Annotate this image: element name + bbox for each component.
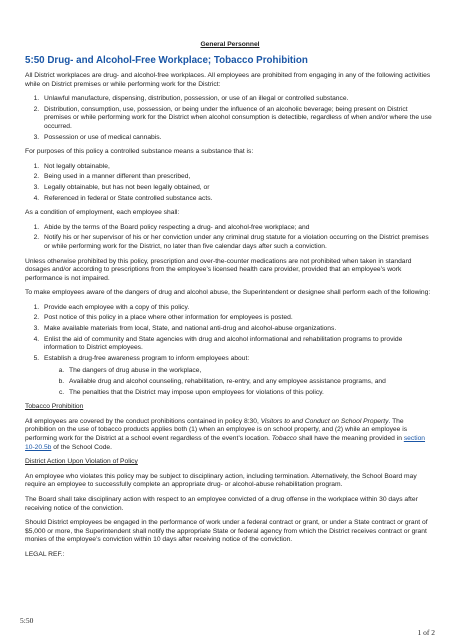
- policy-reference-title: Visitors to and Conduct on School Property: [260, 417, 389, 425]
- section-heading: General Personnel: [200, 41, 260, 48]
- policy-title: 5:50 Drug- and Alcohol-Free Workplace; Tobacco Prohibition: [25, 55, 308, 66]
- tobacco-text-3: shall have the meaning provided in: [296, 435, 404, 442]
- list-item: 4. Referenced in federal or State controlled substance acts.: [41, 195, 435, 204]
- list-item: 3. Make available materials from local, State, and national anti-drug and alcohol-abuse organizations.: [41, 325, 435, 334]
- school-code-link[interactable]: section 10-20.5b: [25, 435, 426, 451]
- footer-policy-number: 5:50: [20, 616, 34, 625]
- awareness-list: [25, 304, 435, 397]
- controlled-intro: For purposes of this policy a controlled substance means a substance that is:: [25, 148, 254, 156]
- tobacco-heading: Tobacco Prohibition: [25, 403, 84, 411]
- list-item: 2. Distribution, consumption, use, possession, or being under the influence of an alcoholic beverage; being present on District premises or while performing work for the District when alcohol consumption is detectible, regardless of when and/or where the use occurred.: [41, 106, 435, 132]
- condition-intro: As a condition of employment, each employee shall:: [25, 209, 180, 217]
- list-item: 2. Post notice of this policy in a place where other information for employees is posted.: [41, 314, 435, 323]
- violation-heading: District Action Upon Violation of Policy: [25, 458, 138, 466]
- sublist-item: a. The dangers of drug abuse in the workplace,: [66, 367, 435, 376]
- legal-ref: LEGAL REF.:: [25, 550, 65, 558]
- controlled-list: [25, 163, 435, 203]
- awareness-sublist: [44, 367, 435, 397]
- awareness-intro: To make employees aware of the dangers of drug and alcohol abuse, the Superintendent or designee shall perform each of the following:: [25, 289, 431, 297]
- page-number: 1 of 2: [417, 628, 435, 637]
- tobacco-text-2: . The prohibition on the use of tobacco products applies both (1) when an employee is on school property, and (2) while an employee is performing work for the District at a school event regardless of the event’s location.: [25, 417, 408, 442]
- conditions-list: [25, 224, 435, 252]
- tobacco-text-4: of the School Code.: [51, 443, 113, 451]
- intro-paragraph: All District workplaces are drug- and alcohol-free workplaces. All employees are prohibited from engaging in any of the following activities while on District premises or while performing work for the District:: [25, 72, 431, 88]
- sublist-item: c. The penalties that the District may impose upon employees for violations of this policy.: [66, 389, 435, 398]
- list-item: 1. Not legally obtainable,: [41, 163, 435, 172]
- list-item: 2. Being used in a manner different than prescribed,: [41, 173, 435, 182]
- tobacco-term: Tobacco: [271, 435, 297, 442]
- prohibited-list: [25, 95, 435, 142]
- list-item: 1. Unlawful manufacture, dispensing, distribution, possession, or use of an illegal or controlled substance.: [41, 95, 435, 104]
- tobacco-text-1: All employees are covered by the conduct prohibitions contained in policy 8:30,: [25, 417, 261, 425]
- list-item: 2. Notify his or her supervisor of his or her conviction under any criminal drug statute for a violation occurring on the District premises or while performing work for the District, no later than five calendar days after such a conviction.: [41, 234, 435, 251]
- list-item: 3. Legally obtainable, but has not been legally obtained, or: [41, 184, 435, 193]
- tobacco-paragraph: [25, 418, 435, 452]
- list-item: 1. Provide each employee with a copy of this policy.: [41, 304, 435, 313]
- list-item-text: Establish a drug-free awareness program to inform employees about:: [44, 354, 250, 362]
- list-item: 3. Possession or use of medical cannabis.: [41, 134, 435, 143]
- violation-paragraph-1: An employee who violates this policy may be subject to disciplinary action, including termination. Alternatively, the School Board may require an employee to successfully complete an appropriate drug- or alcohol-abuse rehabilitation program.: [25, 472, 417, 489]
- document-content: [25, 40, 435, 566]
- violation-paragraph-3: Should District employees be engaged in the performance of work under a federal contract or grant, or under a State contract or grant of $5,000 or more, the Superintendent shall notify the appropriate State or federal agency from which the District receives contract or grant monies of the employee’s conviction within 10 days after receiving notice of the conviction.: [25, 519, 428, 544]
- list-item: 1. Abide by the terms of the Board policy respecting a drug- and alcohol-free workplace; and: [41, 224, 435, 233]
- list-item: [41, 355, 435, 397]
- sublist-item: b. Available drug and alcohol counseling, rehabilitation, re-entry, and any employee assistance programs, and: [66, 378, 435, 387]
- list-item: 4. Enlist the aid of community and State agencies with drug and alcohol informational and rehabilitation programs to provide information to District employees.: [41, 336, 435, 353]
- violation-paragraph-2: The Board shall take disciplinary action with respect to an employee convicted of a drug offense in the workplace within 30 days after receiving notice of the conviction.: [25, 495, 418, 512]
- medications-paragraph: Unless otherwise prohibited by this policy, prescription and over-the-counter medications are not prohibited when taken in standard dosages and/or according to prescriptions from the employee’s licensed health care provider, provided that an employee’s work performance is not impaired.: [25, 257, 412, 282]
